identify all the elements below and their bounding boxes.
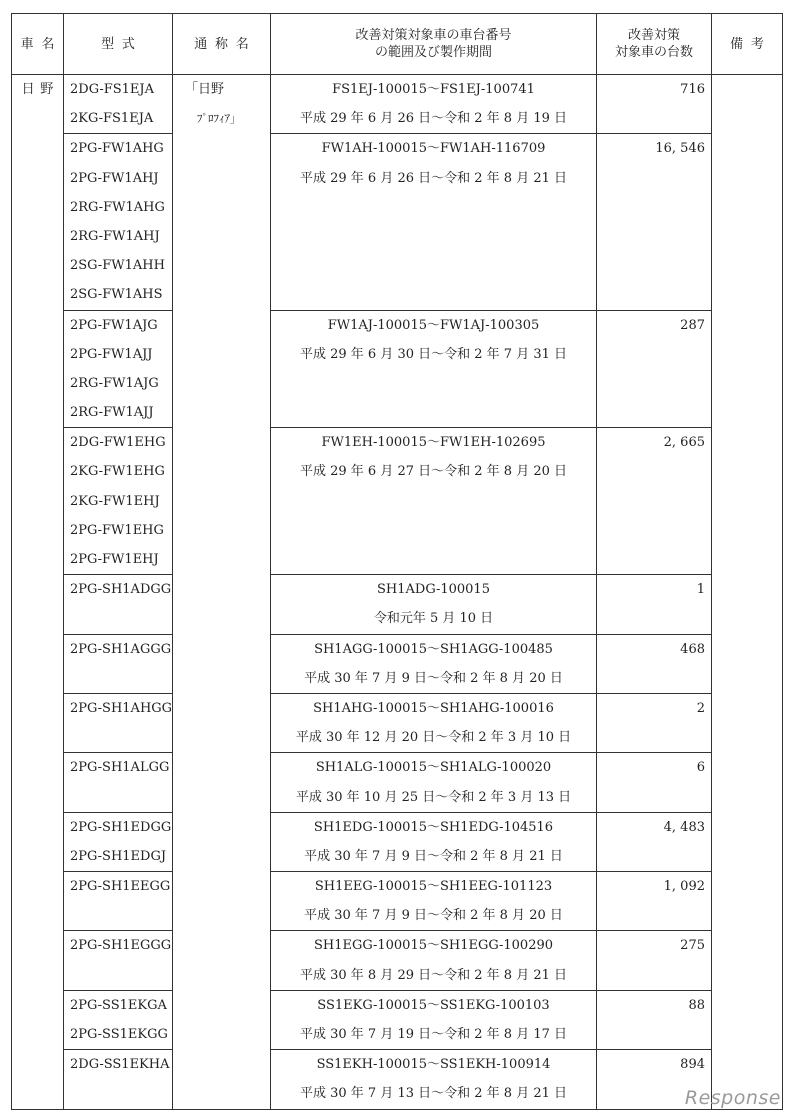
vehicle-count: 4, 483 — [663, 819, 705, 835]
production-period: 平成 30 年 12 月 20 日～令和 2 年 3 月 10 日 — [295, 730, 572, 746]
count-cell — [597, 428, 712, 575]
count-cell — [597, 693, 712, 752]
table-row — [12, 931, 783, 990]
vehicle-count: 88 — [688, 997, 705, 1013]
production-period: 令和元年 5 月 10 日 — [373, 611, 494, 627]
range-cell — [271, 872, 597, 931]
model-code: 2SG-FW1AHH — [70, 258, 165, 274]
vehicle-count: 894 — [680, 1057, 705, 1073]
vehicle-count: 287 — [680, 317, 705, 333]
range-cell — [271, 75, 597, 134]
model-code: 2PG-SS1EKGA — [70, 997, 167, 1013]
vehicle-count: 1 — [696, 582, 705, 598]
production-period: 平成 29 年 6 月 27 日～令和 2 年 8 月 20 日 — [299, 464, 568, 480]
header-maker: 車名 — [12, 14, 64, 75]
range-cell — [271, 634, 597, 693]
production-period: 平成 30 年 7 月 9 日～令和 2 年 8 月 20 日 — [304, 670, 563, 686]
range-cell — [271, 1050, 597, 1109]
count-cell — [597, 753, 712, 812]
model-cell — [64, 575, 173, 634]
model-code: 2PG-FW1AHJ — [70, 170, 159, 186]
table-row — [12, 753, 783, 812]
vin-range: SH1AGG-100015～SH1AGG-100485 — [314, 641, 553, 657]
count-cell — [597, 134, 712, 310]
common-name-line2: ﾌﾟﾛﾌｨｱ」 — [197, 112, 241, 126]
range-cell — [271, 693, 597, 752]
production-period: 平成 30 年 7 月 19 日～令和 2 年 8 月 17 日 — [299, 1027, 568, 1042]
vehicle-count: 2 — [696, 700, 705, 716]
header-range — [271, 14, 597, 75]
production-period: 平成 29 年 6 月 26 日～令和 2 年 8 月 21 日 — [299, 170, 568, 186]
vin-range: SS1EKH-100015～SS1EKH-100914 — [316, 1057, 551, 1073]
range-cell — [271, 753, 597, 812]
model-code: 2DG-FS1EJA — [70, 82, 154, 97]
model-cell — [64, 872, 173, 931]
model-code: 2KG-FS1EJA — [70, 111, 154, 127]
model-cell — [64, 753, 173, 812]
vin-range: FS1EJ-100015～FS1EJ-100741 — [332, 82, 535, 97]
vehicle-count: 6 — [696, 760, 705, 776]
model-code: 2RG-FW1AJJ — [70, 405, 154, 421]
production-period: 平成 30 年 7 月 13 日～令和 2 年 8 月 21 日 — [299, 1086, 568, 1102]
vin-range: SH1EGG-100015～SH1EGG-100290 — [313, 938, 554, 954]
table-row — [12, 428, 783, 575]
count-cell — [597, 634, 712, 693]
vin-range: SS1EKG-100015～SS1EKG-100103 — [317, 997, 550, 1013]
vin-range: SH1EEG-100015～SH1EEG-101123 — [314, 879, 553, 895]
range-cell — [271, 812, 597, 871]
count-cell — [597, 75, 712, 134]
model-cell — [64, 812, 173, 871]
model-code: 2PG-SH1AHGG — [70, 700, 173, 716]
range-cell — [271, 990, 597, 1049]
model-code: 2PG-SH1ADGG — [70, 582, 172, 598]
model-code: 2PG-SH1EEGG — [70, 879, 171, 895]
model-code: 2DG-FW1EHG — [70, 435, 166, 451]
model-cell — [64, 75, 173, 134]
common-name-cell — [173, 75, 271, 1110]
model-cell — [64, 310, 173, 428]
model-code: 2PG-FW1AJJ — [70, 346, 153, 362]
range-cell — [271, 931, 597, 990]
header-range-line2: の範囲及び製作期間 — [374, 45, 492, 60]
vin-range: FW1AJ-100015～FW1AJ-100305 — [327, 317, 540, 333]
model-code: 2PG-SH1AGGG — [70, 641, 172, 657]
vin-range: FW1EH-100015～FW1EH-102695 — [321, 435, 546, 451]
header-notes: 備考 — [712, 14, 783, 75]
maker-cell — [12, 75, 64, 1110]
vin-range: SH1ADG-100015 — [377, 582, 490, 598]
header-model: 型式 — [64, 14, 173, 75]
production-period: 平成 30 年 7 月 9 日～令和 2 年 8 月 20 日 — [304, 908, 563, 924]
vin-range: SH1EDG-100015～SH1EDG-104516 — [313, 819, 554, 835]
model-code: 2RG-FW1AHG — [70, 199, 165, 215]
table-row — [12, 872, 783, 931]
notes-cell — [712, 75, 783, 1110]
vehicle-count: 468 — [680, 641, 705, 657]
response-watermark: Response — [684, 1087, 781, 1109]
model-code: 2RG-FW1AHJ — [70, 228, 160, 244]
count-cell — [597, 872, 712, 931]
vehicle-count: 16, 546 — [655, 141, 705, 157]
model-code: 2PG-SH1EDGJ — [70, 848, 167, 864]
header-range-line1: 改善対策対象車の車台番号 — [355, 28, 512, 43]
vehicle-count: 1, 092 — [663, 879, 705, 895]
model-code: 2PG-SS1EKGG — [70, 1027, 168, 1042]
model-cell — [64, 693, 173, 752]
table-row — [12, 575, 783, 634]
table-row — [12, 310, 783, 428]
count-cell — [597, 812, 712, 871]
count-cell — [597, 310, 712, 428]
model-code: 2KG-FW1EHJ — [70, 493, 160, 509]
production-period: 平成 30 年 8 月 29 日～令和 2 年 8 月 21 日 — [299, 967, 568, 983]
model-code: 2PG-SH1EGGG — [70, 938, 172, 954]
model-code: 2PG-FW1AJG — [70, 317, 158, 333]
range-cell — [271, 134, 597, 310]
vin-range: FW1AH-100015～FW1AH-116709 — [321, 141, 546, 157]
model-cell — [64, 634, 173, 693]
header-row — [12, 14, 783, 75]
model-cell — [64, 428, 173, 575]
table-row — [12, 634, 783, 693]
header-count — [597, 14, 712, 75]
count-cell — [597, 990, 712, 1049]
model-code: 2SG-FW1AHS — [70, 287, 163, 303]
range-cell — [271, 428, 597, 575]
model-code: 2DG-SS1EKHA — [70, 1057, 170, 1073]
model-code: 2PG-SH1EDGG — [70, 819, 172, 835]
table-row — [12, 75, 783, 134]
model-cell — [64, 1050, 173, 1109]
model-cell — [64, 134, 173, 310]
count-cell — [597, 931, 712, 990]
vehicle-count: 2, 665 — [663, 435, 705, 451]
model-cell — [64, 990, 173, 1049]
count-cell — [597, 575, 712, 634]
vin-range: SH1ALG-100015～SH1ALG-100020 — [315, 760, 552, 776]
production-period: 平成 29 年 6 月 26 日～令和 2 年 8 月 19 日 — [299, 111, 568, 127]
vin-range: SH1AHG-100015～SH1AHG-100016 — [313, 700, 554, 716]
table-row — [12, 693, 783, 752]
range-cell — [271, 575, 597, 634]
table-row — [12, 1050, 783, 1109]
model-code: 2PG-FW1AHG — [70, 141, 164, 157]
table-body — [12, 75, 783, 1110]
table-row — [12, 134, 783, 310]
model-cell — [64, 931, 173, 990]
header-common-name: 通称名 — [173, 14, 271, 75]
vehicle-count: 716 — [680, 82, 705, 97]
header-count-line1: 改善対策 — [627, 28, 680, 43]
model-code: 2RG-FW1AJG — [70, 375, 159, 391]
header-count-line2: 対象車の台数 — [614, 45, 693, 60]
recall-table — [11, 13, 783, 1110]
range-cell — [271, 310, 597, 428]
production-period: 平成 30 年 7 月 9 日～令和 2 年 8 月 21 日 — [304, 848, 563, 864]
model-code: 2KG-FW1EHG — [70, 464, 165, 480]
common-name-line1: 「日野 — [185, 82, 225, 97]
model-code: 2PG-FW1EHG — [70, 522, 164, 538]
vehicle-count: 275 — [680, 938, 705, 954]
model-code: 2PG-FW1EHJ — [70, 552, 159, 567]
production-period: 平成 30 年 10 月 25 日～令和 2 年 3 月 13 日 — [295, 789, 572, 805]
table-row — [12, 812, 783, 871]
model-code: 2PG-SH1ALGG — [70, 760, 170, 776]
production-period: 平成 29 年 6 月 30 日～令和 2 年 7 月 31 日 — [299, 346, 568, 362]
maker-name: 日野 — [21, 82, 60, 97]
table-row — [12, 990, 783, 1049]
